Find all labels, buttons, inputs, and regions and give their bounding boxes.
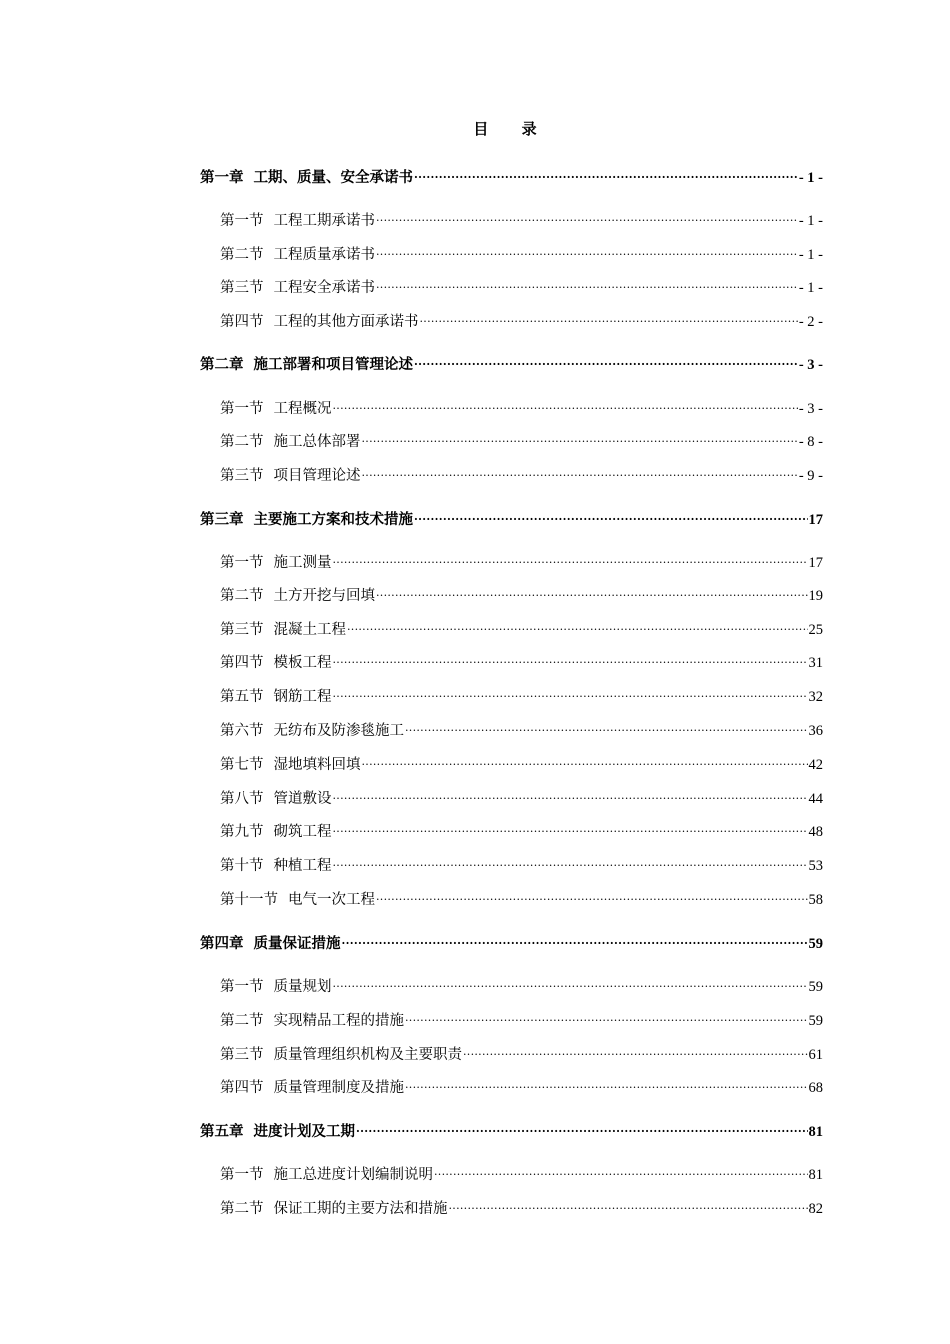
- entry-number: 第四节: [220, 655, 264, 671]
- entry-label: 工期、质量、安全承诺书: [253, 169, 413, 186]
- entry-number: 第四章: [200, 935, 244, 952]
- toc-chapter-entry[interactable]: [200, 1116, 823, 1140]
- entry-label: 施工测量: [273, 555, 332, 571]
- toc-section-entry[interactable]: [220, 580, 823, 604]
- entry-number: 第二节: [220, 247, 264, 263]
- dot-leader: [420, 306, 798, 326]
- entry-label: 电气一次工程: [288, 892, 375, 908]
- entry-page-number: 17: [808, 512, 823, 528]
- toc-section-entry[interactable]: [220, 1159, 823, 1183]
- entry-label: 模板工程: [273, 655, 332, 671]
- entry-label: 钢筋工程: [273, 689, 332, 705]
- entry-page-number: 42: [808, 757, 823, 773]
- entry-number: 第二节: [220, 588, 264, 604]
- entry-page-number: 81: [808, 1167, 823, 1183]
- entry-page-number: - 2 -: [798, 314, 823, 330]
- entry-page-number: 81: [808, 1124, 823, 1140]
- entry-label: 工程质量承诺书: [273, 247, 375, 263]
- entry-label: 砌筑工程: [273, 824, 332, 840]
- toc-chapter-entry[interactable]: [200, 162, 823, 186]
- entry-label: 主要施工方案和技术措施: [253, 511, 413, 528]
- entry-page-number: 25: [808, 622, 823, 638]
- dot-leader: [376, 580, 808, 600]
- entry-number: 第一节: [220, 555, 264, 571]
- dot-leader: [414, 349, 798, 369]
- toc-section-entry[interactable]: [220, 1072, 823, 1096]
- entry-label: 无纺布及防渗毯施工: [273, 723, 404, 739]
- entry-number: 第一节: [220, 979, 264, 995]
- entry-page-number: 48: [808, 824, 823, 840]
- dot-leader: [333, 393, 798, 413]
- dot-leader: [405, 1005, 808, 1025]
- dot-leader: [342, 928, 808, 948]
- entry-label: 工程概况: [273, 401, 332, 417]
- entry-number: 第七节: [220, 757, 264, 773]
- dot-leader: [376, 205, 798, 225]
- entry-label: 施工部署和项目管理论述: [253, 356, 413, 373]
- dot-leader: [333, 547, 808, 567]
- dot-leader: [333, 681, 808, 701]
- entry-number: 第二节: [220, 1013, 264, 1029]
- toc-section-entry[interactable]: [220, 647, 823, 671]
- entry-page-number: - 1 -: [798, 213, 823, 229]
- toc-section-entry[interactable]: [220, 272, 823, 296]
- dot-leader: [333, 971, 808, 991]
- toc-section-entry[interactable]: [220, 884, 823, 908]
- entry-number: 第五章: [200, 1123, 244, 1140]
- entry-page-number: 82: [808, 1201, 823, 1217]
- dot-leader: [414, 162, 798, 182]
- entry-label: 质量保证措施: [253, 935, 341, 952]
- dot-leader: [362, 426, 798, 446]
- toc-section-entry[interactable]: [220, 749, 823, 773]
- toc-section-entry[interactable]: [220, 306, 823, 330]
- entry-page-number: - 1 -: [798, 280, 823, 296]
- dot-leader: [376, 884, 808, 904]
- toc-section-entry[interactable]: [220, 460, 823, 484]
- entry-label: 施工总体部署: [273, 434, 361, 450]
- toc-chapter-entry[interactable]: [200, 928, 823, 952]
- dot-leader: [463, 1039, 808, 1059]
- toc-section-entry[interactable]: [220, 547, 823, 571]
- entry-number: 第二节: [220, 434, 264, 450]
- entry-label: 质量管理制度及措施: [273, 1080, 404, 1096]
- toc-section-entry[interactable]: [220, 681, 823, 705]
- entry-number: 第一节: [220, 401, 264, 417]
- entry-label: 工程安全承诺书: [273, 280, 375, 296]
- dot-leader: [376, 272, 798, 292]
- entry-label: 进度计划及工期: [253, 1123, 355, 1140]
- entry-page-number: - 8 -: [798, 434, 823, 450]
- entry-number: 第一节: [220, 213, 264, 229]
- entry-label: 湿地填料回填: [273, 757, 361, 773]
- entry-number: 第二节: [220, 1201, 264, 1217]
- toc-section-entry[interactable]: [220, 1193, 823, 1217]
- entry-number: 第九节: [220, 824, 264, 840]
- entry-label: 质量管理组织机构及主要职责: [273, 1047, 462, 1063]
- entry-label: 种植工程: [273, 858, 332, 874]
- entry-page-number: 59: [808, 936, 823, 952]
- entry-label: 质量规划: [273, 979, 332, 995]
- entry-number: 第二章: [200, 356, 244, 373]
- entry-page-number: - 1 -: [798, 247, 823, 263]
- dot-leader: [333, 783, 808, 803]
- toc-section-entry[interactable]: [220, 715, 823, 739]
- entry-number: 第一节: [220, 1167, 264, 1183]
- dot-leader: [449, 1193, 808, 1213]
- entry-number: 第一章: [200, 169, 244, 186]
- entry-number: 第八节: [220, 791, 264, 807]
- dot-leader: [333, 816, 808, 836]
- toc-section-entry[interactable]: [220, 1005, 823, 1029]
- entry-label: 管道敷设: [273, 791, 332, 807]
- toc-section-entry[interactable]: [220, 205, 823, 229]
- dot-leader: [405, 1072, 808, 1092]
- entry-number: 第三节: [220, 622, 264, 638]
- entry-page-number: - 3 -: [798, 357, 823, 373]
- dot-leader: [356, 1116, 808, 1136]
- dot-leader: [362, 749, 808, 769]
- entry-label: 工程工期承诺书: [273, 213, 375, 229]
- entry-label: 土方开挖与回填: [273, 588, 375, 604]
- entry-label: 施工总进度计划编制说明: [273, 1167, 433, 1183]
- entry-number: 第三节: [220, 280, 264, 296]
- entry-page-number: 59: [808, 1013, 823, 1029]
- entry-page-number: 44: [808, 791, 823, 807]
- entry-page-number: 61: [808, 1047, 823, 1063]
- toc-section-entry[interactable]: [220, 239, 823, 263]
- toc-section-entry[interactable]: [220, 426, 823, 450]
- toc-section-entry[interactable]: [220, 614, 823, 638]
- entry-label: 项目管理论述: [273, 468, 361, 484]
- entry-label: 工程的其他方面承诺书: [273, 314, 419, 330]
- entry-number: 第四节: [220, 1080, 264, 1096]
- entry-page-number: 68: [808, 1080, 823, 1096]
- dot-leader: [333, 850, 808, 870]
- dot-leader: [362, 460, 798, 480]
- entry-page-number: 58: [808, 892, 823, 908]
- entry-number: 第十节: [220, 858, 264, 874]
- dot-leader: [376, 239, 798, 259]
- dot-leader: [347, 614, 808, 634]
- entry-page-number: 53: [808, 858, 823, 874]
- entry-number: 第六节: [220, 723, 264, 739]
- entry-number: 第三节: [220, 1047, 264, 1063]
- entry-page-number: - 3 -: [798, 401, 823, 417]
- dot-leader: [434, 1159, 808, 1179]
- toc-section-entry[interactable]: [220, 971, 823, 995]
- entry-page-number: 17: [808, 555, 823, 571]
- toc-section-entry[interactable]: [220, 816, 823, 840]
- entry-page-number: 31: [808, 655, 823, 671]
- entry-page-number: 36: [808, 723, 823, 739]
- entry-page-number: 32: [808, 689, 823, 705]
- dot-leader: [414, 504, 808, 524]
- entry-number: 第四节: [220, 314, 264, 330]
- toc-chapter-entry[interactable]: [200, 504, 823, 528]
- entry-label: 保证工期的主要方法和措施: [273, 1201, 448, 1217]
- entry-page-number: 59: [808, 979, 823, 995]
- toc-section-entry[interactable]: [220, 393, 823, 417]
- toc-section-entry[interactable]: [220, 850, 823, 874]
- entry-page-number: 19: [808, 588, 823, 604]
- entry-number: 第十一节: [220, 892, 278, 908]
- entry-page-number: - 9 -: [798, 468, 823, 484]
- dot-leader: [333, 647, 808, 667]
- toc-section-entry[interactable]: [220, 783, 823, 807]
- toc-title: 目 录: [473, 120, 551, 138]
- entry-number: 第三节: [220, 468, 264, 484]
- entry-label: 混凝土工程: [273, 622, 346, 638]
- dot-leader: [405, 715, 808, 735]
- entry-number: 第五节: [220, 689, 264, 705]
- entry-page-number: - 1 -: [798, 170, 823, 186]
- toc-section-entry[interactable]: [220, 1039, 823, 1063]
- entry-label: 实现精品工程的措施: [273, 1013, 404, 1029]
- toc-chapter-entry[interactable]: [200, 349, 823, 373]
- entry-number: 第三章: [200, 511, 244, 528]
